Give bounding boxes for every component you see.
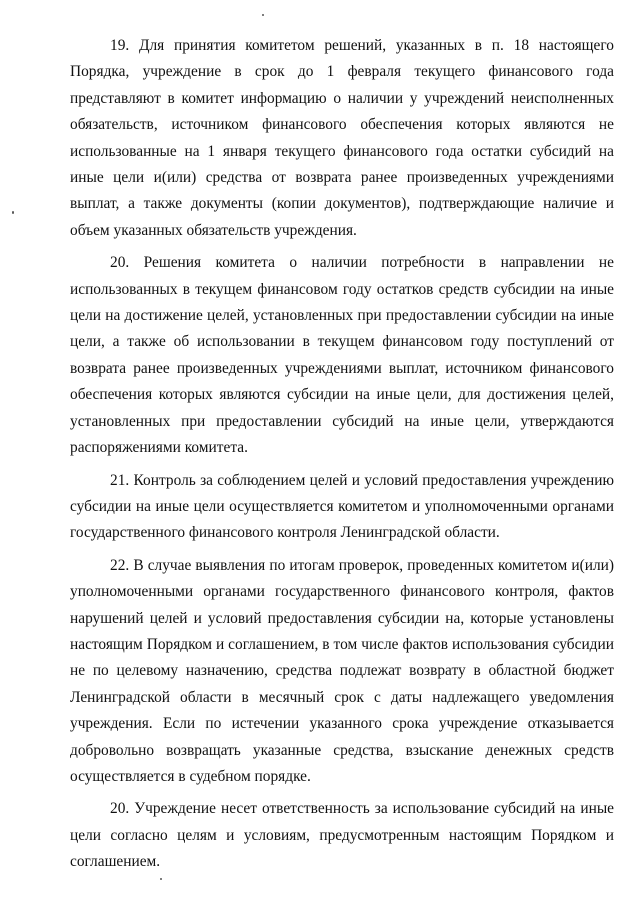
scan-speck-top xyxy=(262,14,264,16)
paragraph-21: 21. Контроль за соблюдением целей и условий предоставления учреждению субсидии на иные цели осуществляется комитетом и уполномоченными органами государственного финансового контроля Ленинградской области. xyxy=(70,471,614,542)
paragraph-19: 19. Для принятия комитетом решений, указанных в п. 18 настоящего Порядка, учреждение в срок до 1 февраля текущего финансового года представляют в комитет информацию о наличии у учреждений неисполненных обязательств, источником финансового обеспечения которых являются не использованные на 1 января текущего финансового года остатки субсидий на иные цели и(или) средства от возврата ранее произведенных учреждениями выплат, а также документы (копии документов), подтверждающие наличие и объем указанных обязательств учреждения. xyxy=(70,37,614,239)
paragraph-20-decisions: 20. Решения комитета о наличии потребности в направлении не использованных в текущем финансовом году остатков средств субсидии на иные цели на достижение целей, установленных при предоставлении субсидии на иные цели, а также об использовании в текущем финансовом году поступлений от возврата ранее произведенных учреждениями выплат, источником финансового обеспечения которых являются субсидии на иные цели, для достижения целей, установленных при предоставлении субсидий на иные цели, утверждаются распоряжениями комитета. xyxy=(70,254,614,457)
paragraph-20-responsibility: 20. Учреждение несет ответственность за использование субсидий на иные цели согласно целям и условиям, предусмотренным настоящим Порядком и соглашением. xyxy=(70,800,614,871)
paragraph-22: 22. В случае выявления по итогам проверок, проведенных комитетом и(или) уполномоченными органами государственного финансового контроля, фактов нарушений целей и условий предоставления субсидии на, которые установлены настоящим Порядком и соглашением, в том числе фактов использования субсидии не по целевому назначению, средства подлежат возврату в областной бюджет Ленинградской области в месячный срок с даты надлежащего уведомления учреждения. Если по истечении указанного срока учреждение отказывается добровольно возвращать указанные средства, взыскание денежных средств осуществляется в судебном порядке. xyxy=(70,556,614,785)
document-body xyxy=(70,33,614,882)
scan-speck-left xyxy=(12,211,14,214)
